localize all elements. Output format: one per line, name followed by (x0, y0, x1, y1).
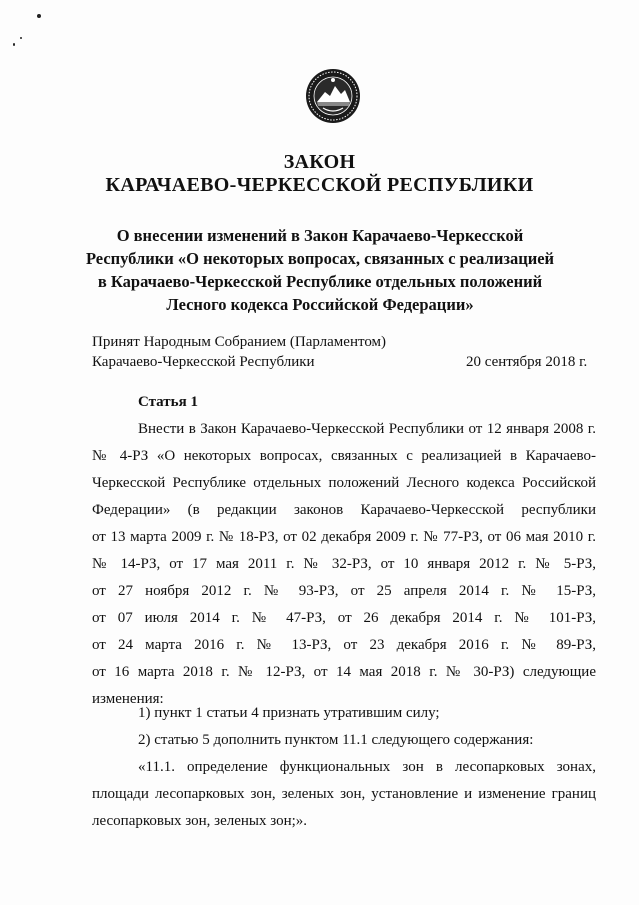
article-item-1 (92, 700, 596, 727)
adoption-line1: Принят Народным Собранием (Парламентом) (92, 334, 387, 350)
scan-artifact (20, 37, 22, 39)
coat-of-arms-icon (305, 68, 361, 124)
adoption-line2: Карачаево-Черкесской Республики (92, 354, 315, 370)
paragraph-line: от 16 марта 2018 г. № 12-РЗ, от 14 мая 2018 г. № 30-РЗ) следующие (92, 664, 596, 680)
article-intro-paragraph (92, 416, 596, 713)
paragraph-line: № 14-РЗ, от 17 мая 2011 г. № 32-РЗ, от 10 января 2012 г. № 5-РЗ, (92, 556, 596, 572)
article-heading: Статья 1 (138, 394, 198, 410)
paragraph-line: от 07 июля 2014 г. № 47-РЗ, от 26 декабря 2014 г. № 101-РЗ, (92, 610, 596, 626)
paragraph-line: изменения: (92, 691, 164, 707)
article-item-2 (92, 727, 596, 754)
law-title-line: Республики «О некоторых вопросах, связанных с реализацией (85, 249, 555, 268)
paragraph-line: Черкесской Республике отдельных положений Лесного кодекса Российской (92, 475, 596, 491)
adoption-info (92, 332, 386, 372)
paragraph-line: от 13 марта 2009 г. № 18-РЗ, от 02 декабря 2009 г. № 77-РЗ, от 06 мая 2010 г. (92, 529, 596, 545)
quote-line: «11.1. определение функциональных зон в лесопарковых зонах, (138, 759, 596, 775)
paragraph-line: Внести в Закон Карачаево-Черкесской Республики от 12 января 2008 г. (138, 421, 596, 437)
law-title (60, 224, 580, 316)
law-heading-line1: ЗАКОН (283, 151, 356, 173)
adoption-date: 20 сентября 2018 г. (466, 354, 588, 370)
law-title-line: О внесении изменений в Закон Карачаево-Черкесской (116, 226, 524, 245)
paragraph-line: от 27 ноября 2012 г. № 93-РЗ, от 25 апреля 2014 г. № 15-РЗ, (92, 583, 596, 599)
law-heading-line2: КАРАЧАЕВО-ЧЕРКЕССКОЙ РЕСПУБЛИКИ (105, 174, 534, 196)
law-title-line: в Карачаево-Черкесской Республике отдельных положений (97, 272, 543, 291)
paragraph-line: от 24 марта 2016 г. № 13-РЗ, от 23 декабря 2016 г. № 89-РЗ, (92, 637, 596, 653)
item-line: 2) статью 5 дополнить пунктом 11.1 следующего содержания: (138, 732, 534, 748)
paragraph-line: Федерации» (в редакции законов Карачаево-Черкесской республики (92, 502, 596, 518)
law-title-line: Лесного кодекса Российской Федерации» (166, 295, 474, 314)
quote-line: площади лесопарковых зон, зеленых зон, установление и изменение границ (92, 786, 596, 802)
scan-artifact (37, 14, 41, 18)
quoted-amendment (92, 754, 596, 835)
item-line: 1) пункт 1 статьи 4 признать утратившим силу; (138, 705, 440, 721)
paragraph-line: № 4-РЗ «О некоторых вопросах, связанных с реализацией в Карачаево- (92, 448, 596, 464)
scan-artifact (13, 43, 15, 46)
quote-line: лесопарковых зон, зеленых зон;». (92, 813, 308, 829)
